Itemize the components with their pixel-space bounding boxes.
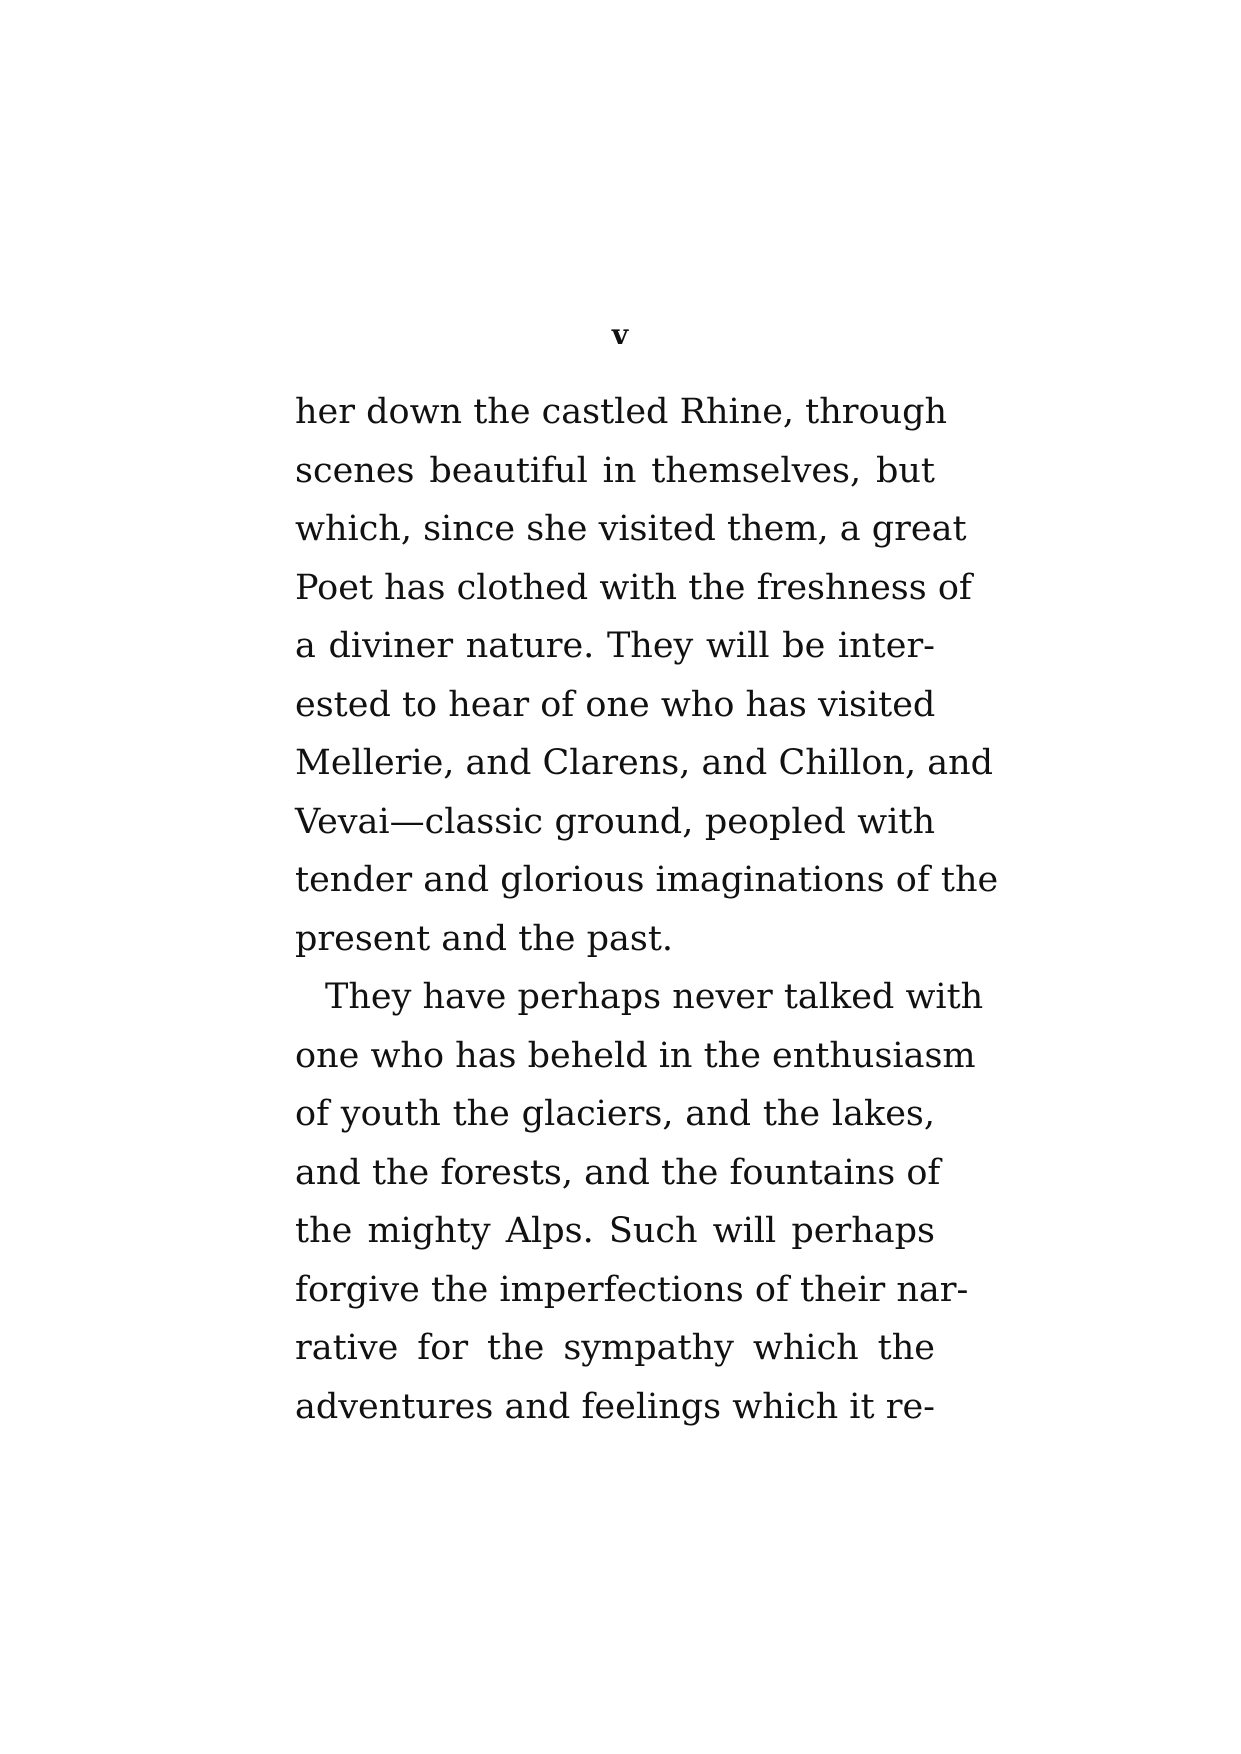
text-line: of youth the glaciers, and the lakes,	[295, 1094, 935, 1134]
page-number: v	[611, 318, 630, 351]
text-line: and the forests, and the fountains of	[295, 1152, 941, 1193]
text-line: a diviner nature. They will be inter-	[295, 626, 935, 666]
paragraph-1	[295, 383, 999, 968]
text-line: forgive the imperfections of their nar-	[295, 1269, 969, 1310]
text-line: present and the past.	[295, 918, 674, 959]
text-line: They have perhaps never talked with	[325, 977, 984, 1017]
text-line: scenes beautiful in themselves, but	[295, 450, 935, 491]
paragraph-2	[295, 968, 984, 1436]
text-line: which, since she visited them, a great	[295, 509, 967, 549]
text-line: adventures and feelings which it re-	[295, 1386, 935, 1427]
text-line: Poet has clothed with the freshness of	[295, 567, 972, 608]
body-text	[295, 383, 999, 1436]
text-line: Vevai—classic ground, peopled with	[295, 801, 935, 842]
text-line: ested to hear of one who has visited	[295, 684, 936, 725]
text-line: one who has beheld in the enthusiasm	[295, 1035, 976, 1076]
text-line: rative for the sympathy which the	[295, 1328, 935, 1368]
text-line: the mighty Alps. Such will perhaps	[295, 1211, 935, 1251]
text-line: Mellerie, and Clarens, and Chillon, and	[295, 743, 994, 783]
text-line: tender and glorious imaginations of the	[295, 860, 999, 900]
text-line: her down the castled Rhine, through	[295, 392, 948, 432]
